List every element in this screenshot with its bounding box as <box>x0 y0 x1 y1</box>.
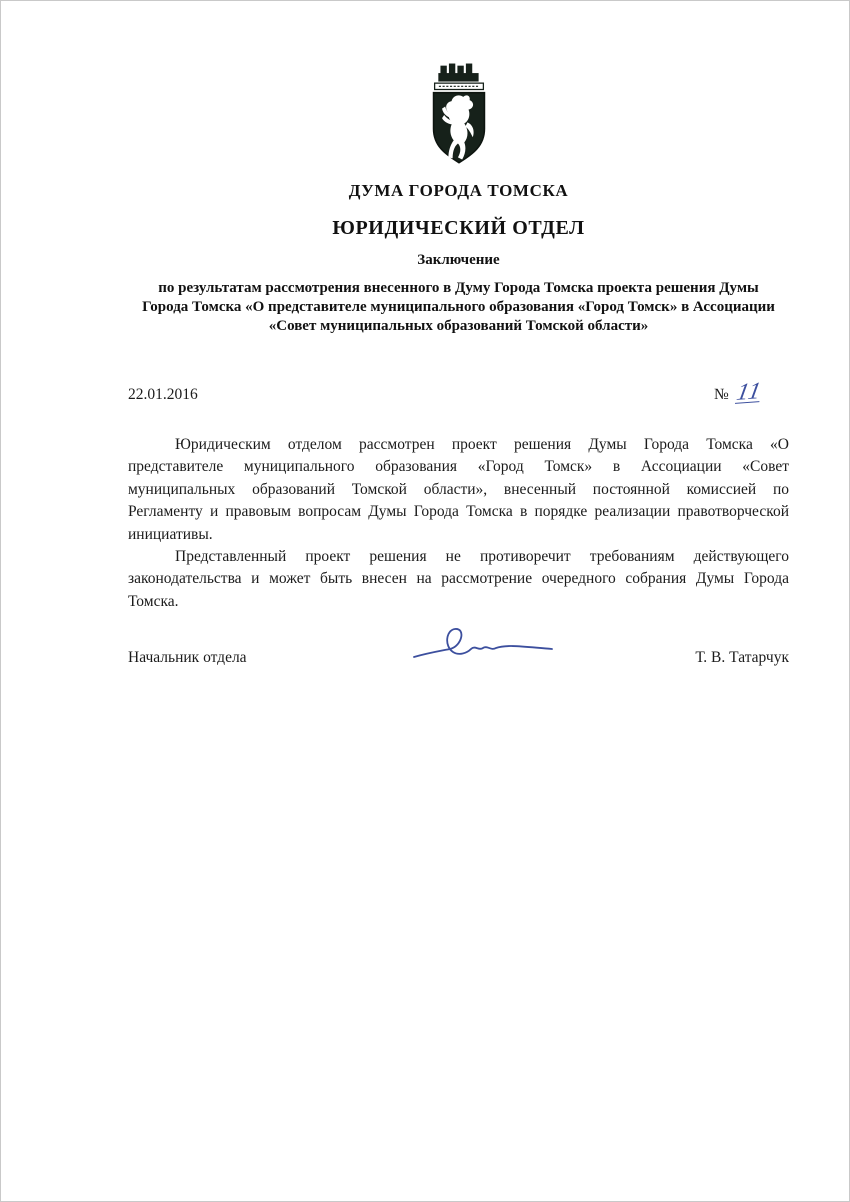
handwritten-number: 11 <box>734 378 764 406</box>
department-name: ЮРИДИЧЕСКИЙ ОТДЕЛ <box>332 217 585 239</box>
body-paragraph-2: Представленный проект решения не противоречит требованиям действующего законодательства и может быть внесен на рассмотрение очередного собрания Думы Города Томска. <box>128 548 789 610</box>
document-body <box>128 434 789 613</box>
tomsk-coat-of-arms-icon <box>404 63 514 169</box>
document-subject: по результатам рассмотрения внесенного в Думу Города Томска проекта решения Думы Города Томска «О представителе муниципального образования «Город Томск» в Ассоциации «Совет муниципальных образований Томской области» <box>142 280 775 334</box>
document-number <box>713 378 789 406</box>
organization-name: ДУМА ГОРОДА ТОМСКА <box>348 181 569 200</box>
document-type: Заключение <box>417 252 500 268</box>
signatory-position: Начальник отдела <box>128 649 247 667</box>
date-number-row <box>128 378 789 406</box>
signatory-name: Т. В. Татарчук <box>695 649 789 667</box>
number-sign: № <box>713 386 729 403</box>
document-date: 22.01.2016 <box>128 386 198 403</box>
signature-row <box>128 649 789 667</box>
body-paragraph-1: Юридическим отделом рассмотрен проект решения Думы Города Томска «О представителе муниципального образования «Город Томск» в Ассоциации «Совет муниципальных образований Томской области», внесенный постоянной комиссией по Регламенту и правовым вопросам Думы Города Томска в порядке реализации правотворческой инициативы. <box>128 436 789 543</box>
signature-scribble-icon <box>408 623 558 667</box>
